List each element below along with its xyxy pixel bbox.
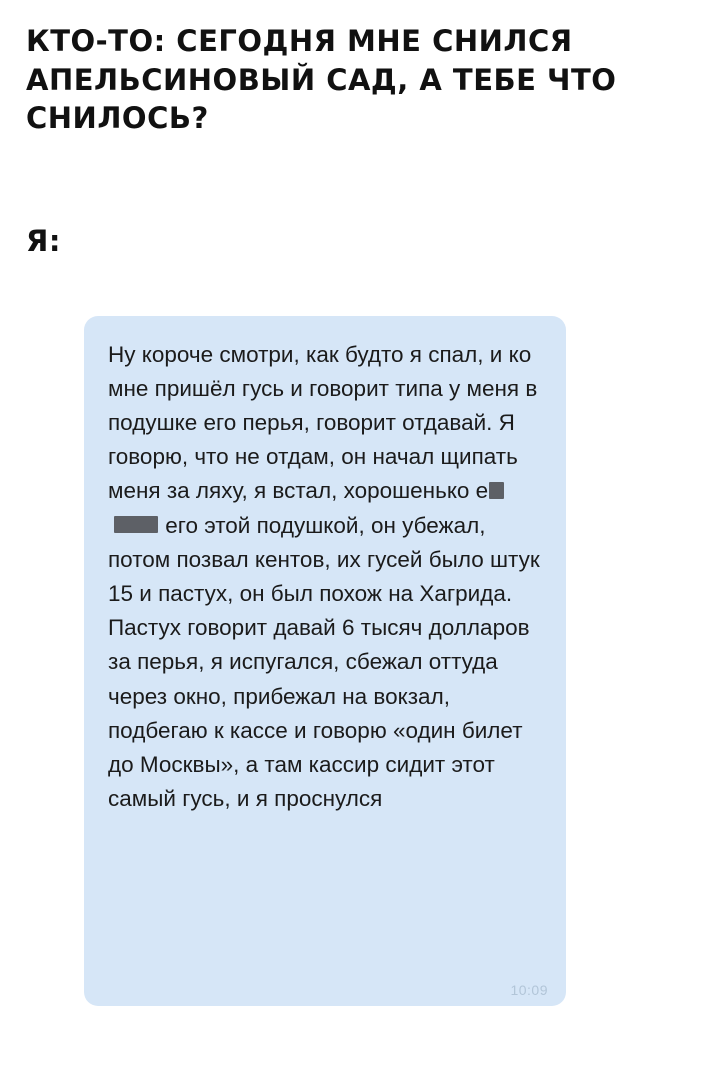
redaction-block-icon bbox=[114, 516, 158, 533]
message-timestamp: 10:09 bbox=[510, 981, 548, 998]
redaction-block-icon bbox=[489, 482, 504, 499]
speaker-label: Я: bbox=[26, 223, 61, 258]
message-text bbox=[108, 338, 546, 817]
post-headline: КТО-ТО: СЕГОДНЯ МНЕ СНИЛСЯ АПЕЛЬСИНОВЫЙ САД, А ТЕБЕ ЧТО СНИЛОСЬ? bbox=[26, 24, 617, 136]
message-text-part-1: Ну короче смотри, как будто я спал, и ко мне пришёл гусь и говорит типа у меня в подушке его перья, говорит отдавай. Я говорю, что не отдам, он начал щипать меня за ляху, я встал, хорошенько е bbox=[108, 341, 544, 504]
chat-bubble bbox=[84, 316, 566, 1006]
message-row bbox=[26, 316, 681, 1006]
message-text-part-2: его этой подушкой, он убежал, потом позвал кентов, их гусей было штук 15 и пастух, он был похож на Хагрида. Пастух говорит давай 6 тысяч долларов за перья, я испугался, сбежал оттуда через окно, прибежал на вокзал, подбегаю к кассе и говорю «один билет до Москвы», а там кассир сидит этот самый гусь, и я проснулся bbox=[108, 512, 546, 812]
